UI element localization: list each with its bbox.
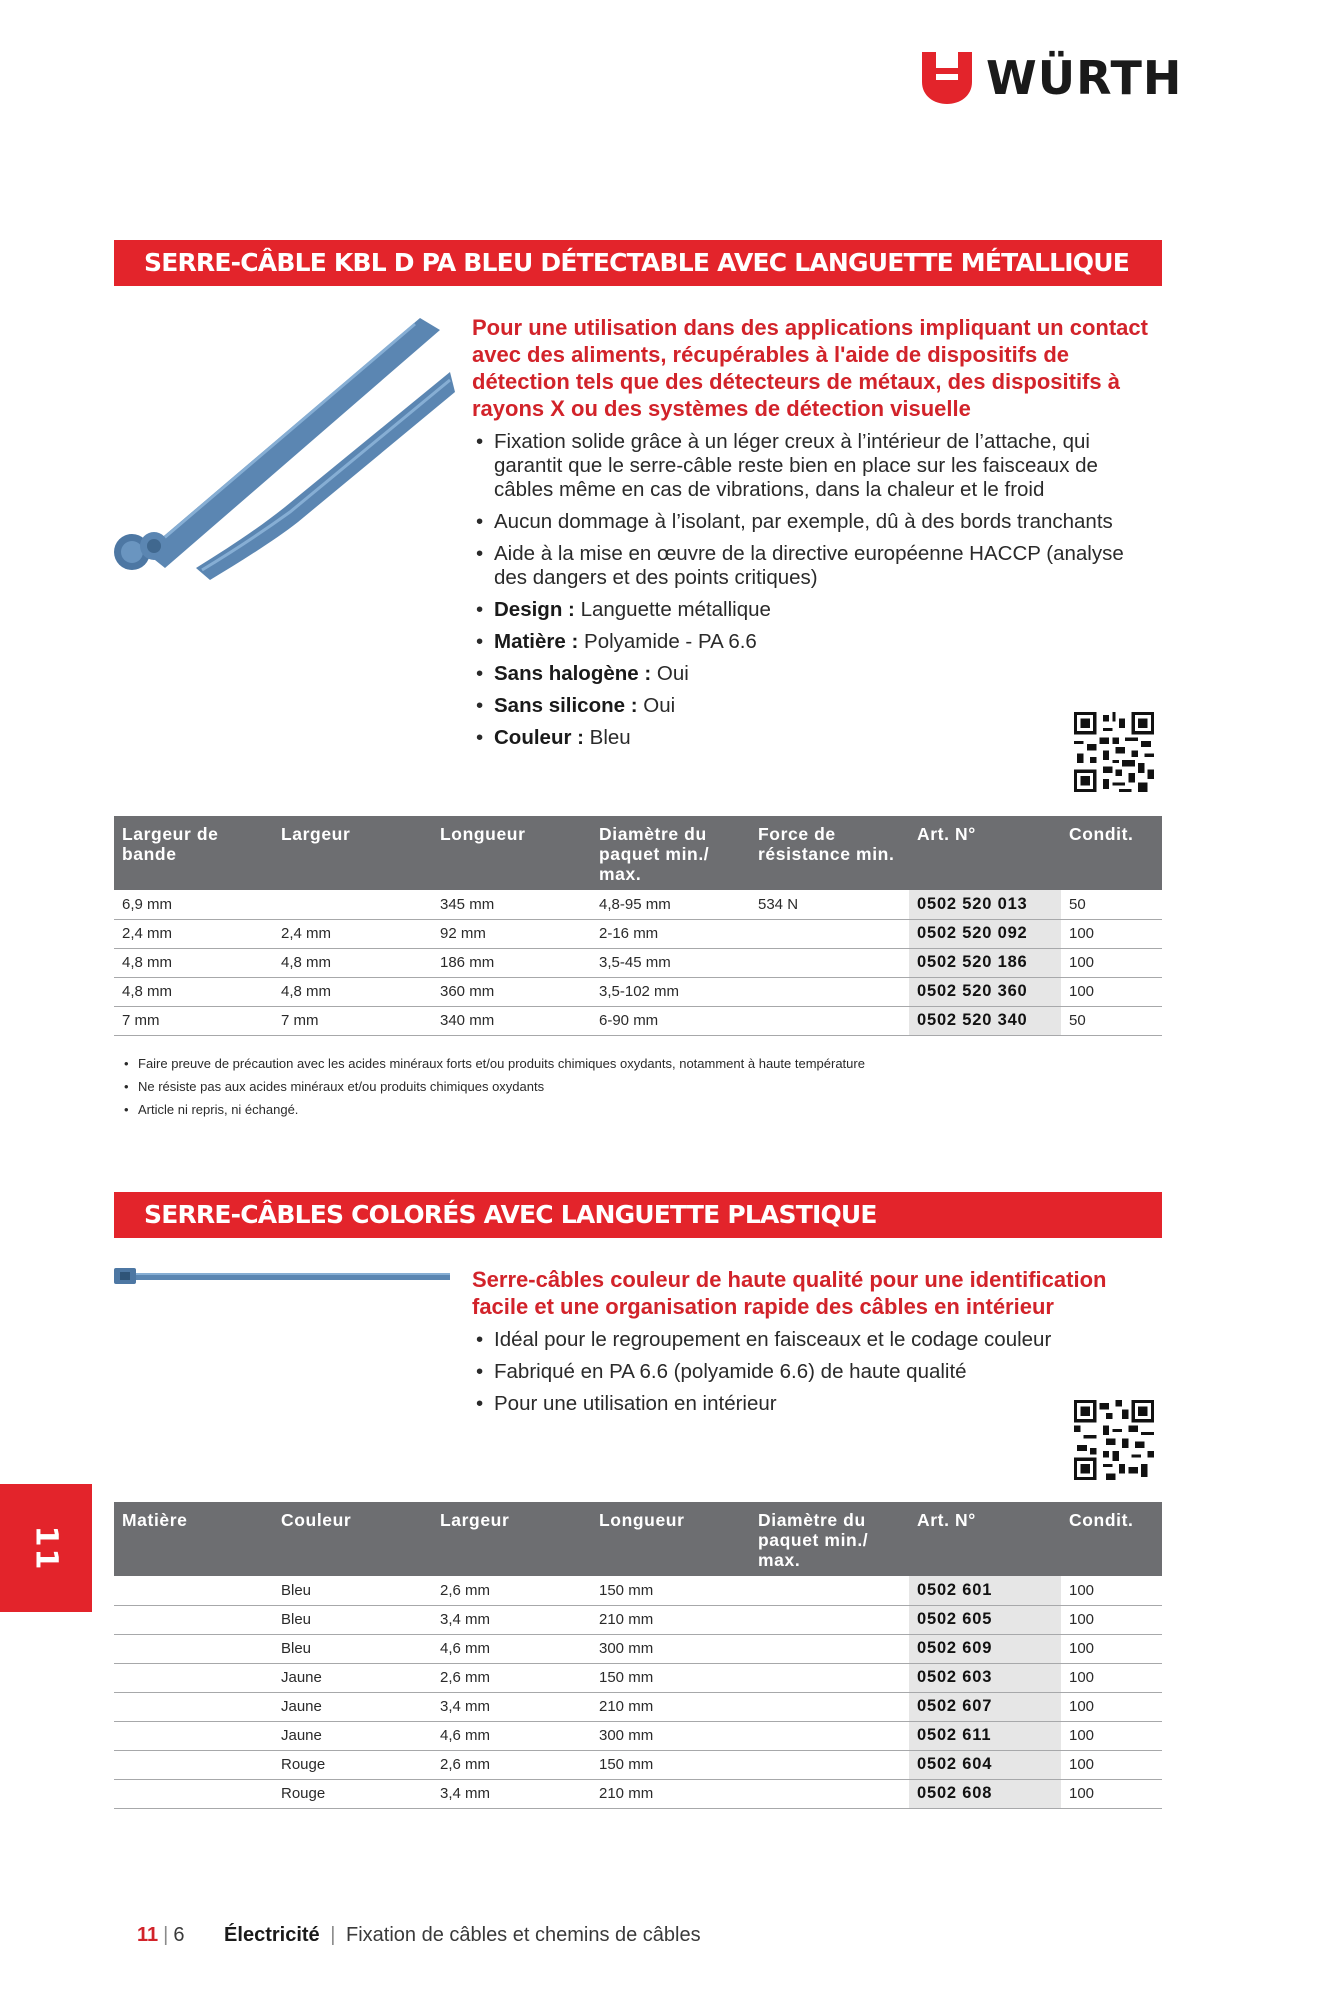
table-cell: 100: [1061, 1750, 1162, 1779]
col-header: Art. N°: [909, 816, 1061, 890]
table-cell: Jaune: [273, 1721, 432, 1750]
table-cell: 100: [1061, 1721, 1162, 1750]
table-cell: 92 mm: [432, 919, 591, 948]
feature-item: • Fabriqué en PA 6.6 (polyamide 6.6) de haute qualité: [472, 1360, 1152, 1384]
section-1-feature-list: [472, 430, 1152, 750]
article-number: 0502 608: [909, 1779, 1061, 1808]
spec-item: [472, 630, 1152, 654]
footer-subtitle: Fixation de câbles et chemins de câbles: [345, 1924, 701, 1946]
footer-category: Électricité: [224, 1924, 320, 1946]
article-number: 0502 520 186: [909, 948, 1061, 977]
table-row: [114, 1721, 1162, 1750]
table-cell: [750, 1750, 909, 1779]
table-cell: 4,8 mm: [273, 977, 432, 1006]
spec-label: Couleur :: [494, 726, 584, 749]
col-header: Matière: [114, 1502, 273, 1576]
col-header: Condit.: [1061, 816, 1162, 890]
table-cell: [750, 919, 909, 948]
table-cell: 300 mm: [591, 1634, 750, 1663]
table-cell: 100: [1061, 919, 1162, 948]
note-item: • Article ni repris, ni échangé.: [122, 1098, 865, 1121]
table-cell: Rouge: [273, 1750, 432, 1779]
spec-item: [472, 598, 1152, 622]
table-cell: 4,8-95 mm: [591, 890, 750, 919]
spec-value: Oui: [643, 694, 676, 717]
table-cell: 3,5-102 mm: [591, 977, 750, 1006]
table-cell: [114, 1692, 273, 1721]
section-1-notes: [122, 1052, 865, 1121]
spec-label: Sans silicone :: [494, 694, 638, 717]
col-header: Largeur de bande: [114, 816, 273, 890]
table-row: [114, 1006, 1162, 1035]
table-cell: 4,8 mm: [114, 948, 273, 977]
table-cell: [114, 1721, 273, 1750]
table-cell: [273, 890, 432, 919]
spec-value: Languette métallique: [580, 598, 771, 621]
col-header: Force de résistance min.: [750, 816, 909, 890]
section-1-lead: Pour une utilisation dans des applications impliquant un contact avec des aliments, récupérables à l'aide de dispositifs de détection tels que des détecteurs de métaux, des dispositifs à rayons X ou des systèmes de détection visuelle: [472, 315, 1148, 421]
wurth-logo-icon: [922, 52, 972, 104]
table-cell: 2-16 mm: [591, 919, 750, 948]
table-cell: [114, 1779, 273, 1808]
table-cell: 2,6 mm: [432, 1576, 591, 1605]
table-cell: 300 mm: [591, 1721, 750, 1750]
table-row: [114, 1750, 1162, 1779]
table-cell: 4,6 mm: [432, 1721, 591, 1750]
table-cell: 6-90 mm: [591, 1006, 750, 1035]
table-cell: 6,9 mm: [114, 890, 273, 919]
table-cell: 2,6 mm: [432, 1663, 591, 1692]
table-row: [114, 1663, 1162, 1692]
chapter-number: 11: [28, 1525, 64, 1571]
table-cell: 150 mm: [591, 1750, 750, 1779]
table-cell: [750, 1779, 909, 1808]
table-cell: 100: [1061, 1605, 1162, 1634]
qr-code-icon[interactable]: [1074, 1400, 1154, 1480]
article-number: 0502 609: [909, 1634, 1061, 1663]
table-cell: 100: [1061, 948, 1162, 977]
col-header: Longueur: [591, 1502, 750, 1576]
table-cell: Bleu: [273, 1634, 432, 1663]
table-row: [114, 1634, 1162, 1663]
table-cell: 345 mm: [432, 890, 591, 919]
table-row: [114, 1692, 1162, 1721]
article-number: 0502 520 360: [909, 977, 1061, 1006]
table-cell: 100: [1061, 1692, 1162, 1721]
article-number: 0502 604: [909, 1750, 1061, 1779]
table-cell: [750, 977, 909, 1006]
article-number: 0502 601: [909, 1576, 1061, 1605]
feature-item: • Pour une utilisation en intérieur: [472, 1392, 1152, 1416]
table-cell: [114, 1634, 273, 1663]
table-cell: 186 mm: [432, 948, 591, 977]
chapter-side-tab[interactable]: [0, 1484, 92, 1612]
col-header: Art. N°: [909, 1502, 1061, 1576]
table-cell: 100: [1061, 1663, 1162, 1692]
table-header-row: [114, 1502, 1162, 1576]
table-cell: 100: [1061, 1779, 1162, 1808]
table-cell: 50: [1061, 890, 1162, 919]
table-cell: 210 mm: [591, 1779, 750, 1808]
table-cell: 210 mm: [591, 1605, 750, 1634]
table-cell: 100: [1061, 1576, 1162, 1605]
table-cell: 150 mm: [591, 1663, 750, 1692]
table-cell: 210 mm: [591, 1692, 750, 1721]
feature-item: • Fixation solide grâce à un léger creux à l’intérieur de l’attache, qui garantit que le serre-câble reste bien en place sur les faisceaux de câbles même en cas de vibrations, dans la chaleur et le froid: [472, 430, 1152, 502]
footer-page-number: 6: [173, 1924, 185, 1946]
section-1-title: SERRE-CÂBLE KBL D PA BLEU DÉTECTABLE AVEC LANGUETTE MÉTALLIQUE: [144, 248, 1129, 277]
col-header: Diamètre du paquet min./ max.: [750, 1502, 909, 1576]
article-number: 0502 607: [909, 1692, 1061, 1721]
section-2-lead: Serre-câbles couleur de haute qualité pour une identification facile et une organisation rapide des câbles en intérieur: [472, 1267, 1107, 1319]
table-row: [114, 919, 1162, 948]
spec-label: Design :: [494, 598, 575, 621]
article-number: 0502 605: [909, 1605, 1061, 1634]
article-number: 0502 520 092: [909, 919, 1061, 948]
col-header: Couleur: [273, 1502, 432, 1576]
table-cell: 2,4 mm: [114, 919, 273, 948]
table-cell: [114, 1605, 273, 1634]
table-cell: 50: [1061, 1006, 1162, 1035]
page-footer: [137, 1924, 701, 1947]
footer-chapter: 11: [137, 1924, 159, 1946]
table-cell: [750, 948, 909, 977]
feature-item: • Aucun dommage à l’isolant, par exemple, dû à des bords tranchants: [472, 510, 1152, 534]
table-cell: 3,5-45 mm: [591, 948, 750, 977]
table-cell: 2,4 mm: [273, 919, 432, 948]
article-number: 0502 520 340: [909, 1006, 1061, 1035]
table-cell: [750, 1605, 909, 1634]
spec-item: [472, 694, 1152, 718]
table-row: [114, 1779, 1162, 1808]
feature-item: • Idéal pour le regroupement en faisceaux et le codage couleur: [472, 1328, 1152, 1352]
spec-label: Sans halogène :: [494, 662, 652, 685]
table-row: [114, 948, 1162, 977]
table-cell: Rouge: [273, 1779, 432, 1808]
article-number: 0502 603: [909, 1663, 1061, 1692]
section-1-product-table: [114, 816, 1162, 1036]
spec-value: Bleu: [589, 726, 631, 749]
table-cell: Jaune: [273, 1663, 432, 1692]
feature-item: • Aide à la mise en œuvre de la directive européenne HACCP (analyse des dangers et des points critiques): [472, 542, 1152, 590]
table-cell: 4,8 mm: [114, 977, 273, 1006]
detectable-cable-tie-image: [110, 312, 455, 582]
spec-item: [472, 726, 1152, 750]
footer-separator: |: [330, 1924, 336, 1946]
table-cell: [114, 1750, 273, 1779]
section-2-product-table: [114, 1502, 1162, 1809]
brand-logo: [922, 50, 1182, 106]
table-cell: 7 mm: [273, 1006, 432, 1035]
qr-code-icon[interactable]: [1074, 712, 1154, 792]
table-cell: 3,4 mm: [432, 1605, 591, 1634]
table-cell: 2,6 mm: [432, 1750, 591, 1779]
spec-label: Matière :: [494, 630, 579, 653]
table-cell: Bleu: [273, 1605, 432, 1634]
article-number: 0502 611: [909, 1721, 1061, 1750]
table-cell: 4,6 mm: [432, 1634, 591, 1663]
col-header: Largeur: [273, 816, 432, 890]
table-row: [114, 1605, 1162, 1634]
table-cell: [750, 1006, 909, 1035]
section-2-title: SERRE-CÂBLES COLORÉS AVEC LANGUETTE PLASTIQUE: [144, 1200, 877, 1229]
table-cell: 3,4 mm: [432, 1692, 591, 1721]
table-cell: 100: [1061, 1634, 1162, 1663]
table-cell: 7 mm: [114, 1006, 273, 1035]
table-cell: [750, 1634, 909, 1663]
table-cell: [114, 1576, 273, 1605]
section-2-feature-list: [472, 1328, 1152, 1416]
note-item: • Ne résiste pas aux acides minéraux et/ou produits chimiques oxydants: [122, 1075, 865, 1098]
spec-item: [472, 662, 1152, 686]
table-cell: 534 N: [750, 890, 909, 919]
table-cell: 3,4 mm: [432, 1779, 591, 1808]
table-cell: [750, 1576, 909, 1605]
table-cell: [750, 1692, 909, 1721]
section-1-title-bar: [114, 240, 1162, 286]
brand-name: WÜRTH: [986, 51, 1183, 105]
table-cell: Bleu: [273, 1576, 432, 1605]
table-cell: 150 mm: [591, 1576, 750, 1605]
section-2-description: [472, 1266, 1152, 1424]
table-row: [114, 977, 1162, 1006]
section-1-description: [472, 314, 1152, 758]
colored-cable-tie-image: [112, 1266, 452, 1288]
table-cell: [750, 1721, 909, 1750]
col-header: Longueur: [432, 816, 591, 890]
table-cell: Jaune: [273, 1692, 432, 1721]
table-cell: [114, 1663, 273, 1692]
spec-value: Polyamide - PA 6.6: [584, 630, 757, 653]
note-item: • Faire preuve de précaution avec les acides minéraux forts et/ou produits chimiques oxydants, notamment à haute température: [122, 1052, 865, 1075]
col-header: Largeur: [432, 1502, 591, 1576]
table-cell: 100: [1061, 977, 1162, 1006]
col-header: Condit.: [1061, 1502, 1162, 1576]
footer-separator: |: [163, 1924, 169, 1946]
table-cell: [750, 1663, 909, 1692]
table-header-row: [114, 816, 1162, 890]
spec-value: Oui: [656, 662, 689, 685]
table-cell: 360 mm: [432, 977, 591, 1006]
table-cell: 4,8 mm: [273, 948, 432, 977]
section-2-title-bar: [114, 1192, 1162, 1238]
table-row: [114, 1576, 1162, 1605]
col-header: Diamètre du paquet min./ max.: [591, 816, 750, 890]
table-cell: 340 mm: [432, 1006, 591, 1035]
article-number: 0502 520 013: [909, 890, 1061, 919]
table-row: [114, 890, 1162, 919]
